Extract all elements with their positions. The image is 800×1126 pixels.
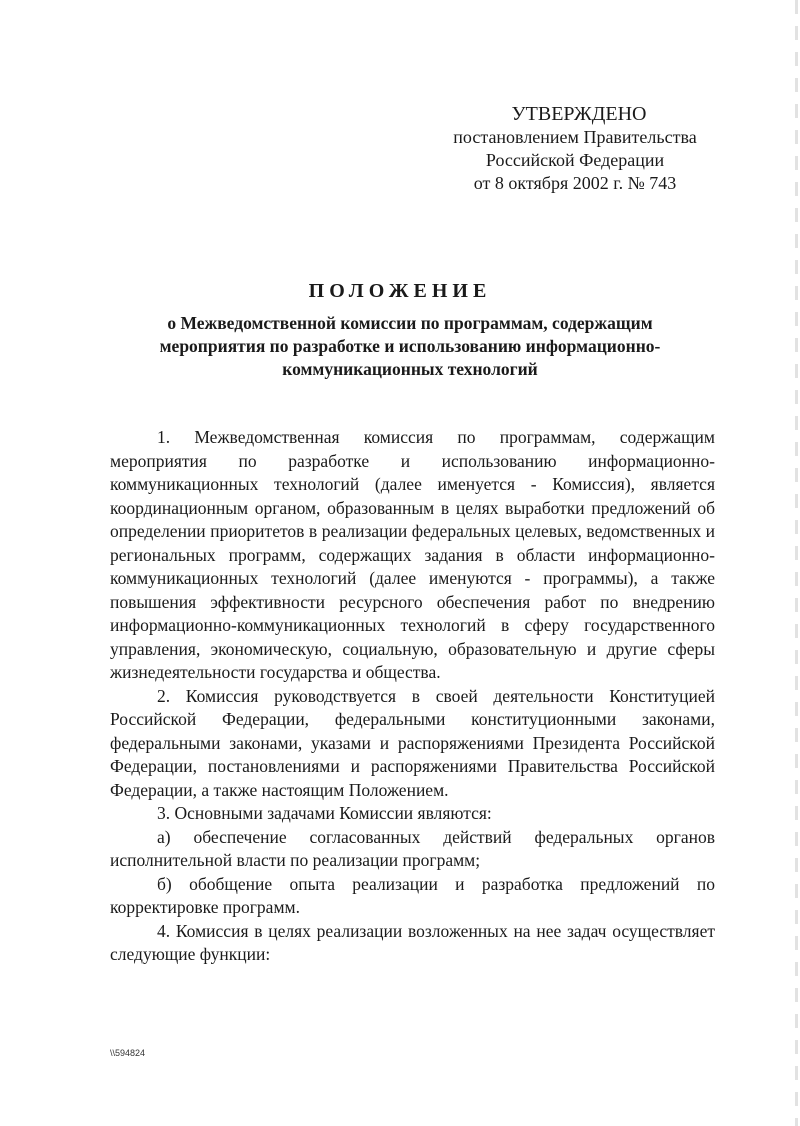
approval-line-country: Российской Федерации xyxy=(485,150,665,170)
approval-heading: УТВЕРЖДЕНО xyxy=(511,103,647,125)
scan-edge-mark xyxy=(795,0,798,1126)
approval-line-resolution: постановлением Правительства xyxy=(453,127,697,147)
approval-line-date: от 8 октября 2002 г. № 743 xyxy=(473,173,677,193)
paragraph-4: 4. Комиссия в целях реализации возложенных на нее задач осуществляет следующие функции: xyxy=(110,920,715,964)
approval-stamp xyxy=(420,102,730,195)
document-code: \\594824 xyxy=(110,1048,146,1058)
subtitle-line-1: о Межведомственной комиссии по программам, содержащим xyxy=(167,313,653,333)
document-subtitle xyxy=(120,312,700,381)
paragraph-2: 2. Комиссия руководствуется в своей деятельности Конституцией Российской Федерации, федеральными конституционными законами, федеральными законами, указами и распоряжениями Президента Российской Федерации, постановлениями и распоряжениями Правительства Российской Федерации, а также настоящим Положением. xyxy=(110,685,715,800)
document-title: ПОЛОЖЕНИЕ xyxy=(308,280,492,302)
document-body xyxy=(110,426,715,967)
paragraph-3: 3. Основными задачами Комиссии являются: xyxy=(157,803,492,823)
paragraph-1: 1. Межведомственная комиссия по программам, содержащим мероприятия по разработке и использованию информационно-коммуникационных технологий (далее именуется - Комиссия), является координационным органом, образованным в целях выработки предложений об определении приоритетов в реализации федеральных целевых, ведомственных и региональных программ, содержащих задания в области информационно-коммуникационных технологий (далее именуются - программы), а также повышения эффективности ресурсного обеспечения работ по внедрению информационно-коммуникационных технологий в сферу государственного управления, экономическую, социальную, образовательную и другие сферы жизнедеятельности государства и общества. xyxy=(110,427,715,682)
paragraph-3b: б) обобщение опыта реализации и разработка предложений по корректировке программ. xyxy=(110,873,715,917)
paragraph-3a: а) обеспечение согласованных действий федеральных органов исполнительной власти по реализации программ; xyxy=(110,826,715,870)
subtitle-line-3: коммуникационных технологий xyxy=(282,359,538,379)
subtitle-line-2: мероприятия по разработке и использованию информационно- xyxy=(159,336,661,356)
